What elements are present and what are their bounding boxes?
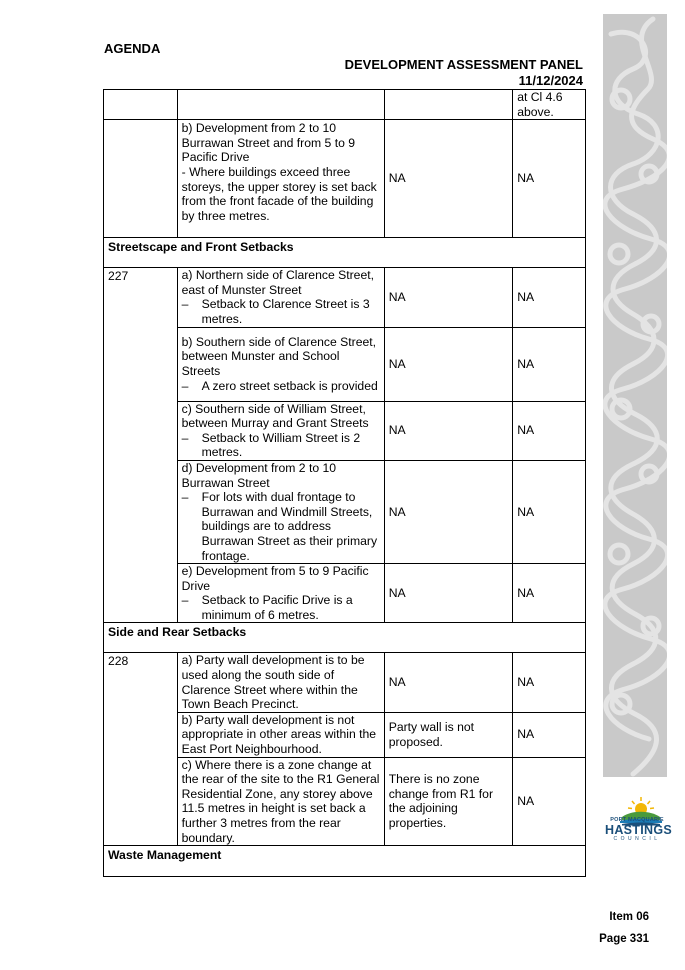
table-cell: NA xyxy=(384,564,512,623)
table-row xyxy=(104,268,586,327)
table-cell: NA xyxy=(384,268,512,327)
table-cell: NA xyxy=(384,460,512,563)
criterion-text: a) Northern side of Clarence Street, east of Munster Street xyxy=(181,268,375,297)
table-cell: NA xyxy=(513,327,586,401)
bullet-dash: – xyxy=(181,378,189,393)
table-cell: NA xyxy=(384,653,512,712)
table-cell xyxy=(177,268,384,327)
table-cell: NA xyxy=(513,401,586,460)
table-cell: NA xyxy=(513,460,586,563)
table-cell: NA xyxy=(513,268,586,327)
table-cell: NA xyxy=(513,712,586,757)
section-row xyxy=(104,238,586,268)
logo-text-top: PORT MACQUARIE xyxy=(610,817,664,823)
table-cell: NA xyxy=(513,564,586,623)
table-row xyxy=(104,120,586,238)
criterion-subtext: Setback to William Street is 2 metres. xyxy=(201,430,361,460)
table-cell: NA xyxy=(513,120,586,238)
item-number: Item 06 xyxy=(609,911,649,923)
decorative-sidebar xyxy=(603,14,667,777)
section-row xyxy=(104,846,586,877)
agenda-heading: AGENDA xyxy=(104,41,161,56)
table-cell: b) Development from 2 to 10 Burrawan Street and from 5 to 9 Pacific Drive - Where buildings exceed three storeys, the upper storey is set back from the front facade of the building by three metres. xyxy=(177,120,384,238)
table-cell: NA xyxy=(384,327,512,401)
section-heading: Side and Rear Setbacks xyxy=(104,623,586,653)
table-cell: a) Party wall development is to be used along the south side of Clarence Street where within the Town Beach Precinct. xyxy=(177,653,384,712)
table-cell xyxy=(177,327,384,401)
bullet-dash: – xyxy=(181,490,189,505)
table-row xyxy=(104,653,586,712)
criterion-subtext: For lots with dual frontage to Burrawan and Windmill Streets, buildings are to address Burrawan Street as their primary frontage. xyxy=(201,490,378,563)
table-cell xyxy=(177,564,384,623)
table-cell xyxy=(177,460,384,563)
bullet-dash: – xyxy=(181,593,189,608)
table-cell: NA xyxy=(513,757,586,846)
bullet-dash: – xyxy=(181,297,189,312)
table-cell: There is no zone change from R1 for the adjoining properties. xyxy=(384,757,512,846)
page-number: Page 331 xyxy=(599,933,649,945)
table-cell: b) Party wall development is not appropriate in other areas within the East Port Neighbourhood. xyxy=(177,712,384,757)
logo-text-bottom: COUNCIL xyxy=(613,836,661,842)
criterion-text: b) Southern side of Clarence Street, between Munster and School Streets xyxy=(181,334,377,379)
table-cell xyxy=(177,401,384,460)
logo-text-main: HASTINGS xyxy=(605,823,672,837)
table-cell: c) Where there is a zone change at the rear of the site to the R1 General Residential Zone, any storey above 11.5 metres in height is set back a further 3 metres from the rear boundary. xyxy=(177,757,384,846)
table-cell: Party wall is not proposed. xyxy=(384,712,512,757)
swirl-pattern xyxy=(603,14,667,777)
criterion-subtext: Setback to Pacific Drive is a minimum of 6 metres. xyxy=(201,593,353,622)
section-heading: Waste Management xyxy=(104,846,586,877)
panel-heading: DEVELOPMENT ASSESSMENT PANEL xyxy=(344,57,583,72)
bullet-dash: – xyxy=(181,430,189,445)
assessment-table xyxy=(103,89,586,877)
criterion-subtext: A zero street setback is provided xyxy=(201,378,378,393)
criterion-text: d) Development from 2 to 10 Burrawan Street xyxy=(181,460,337,490)
table-cell: NA xyxy=(513,653,586,712)
table-cell: NA xyxy=(384,401,512,460)
criterion-text: e) Development from 5 to 9 Pacific Drive xyxy=(181,564,369,593)
section-row xyxy=(104,623,586,653)
table-row xyxy=(104,90,586,120)
section-heading: Streetscape and Front Setbacks xyxy=(104,238,586,268)
clause-number: 228 xyxy=(104,653,178,846)
clause-number: 227 xyxy=(104,268,178,623)
criterion-text: c) Southern side of William Street, between Murray and Grant Streets xyxy=(181,401,369,431)
table-cell: NA xyxy=(384,120,512,238)
criterion-subtext: Setback to Clarence Street is 3 metres. xyxy=(201,297,370,326)
meeting-date: 11/12/2024 xyxy=(518,73,583,88)
table-cell: at Cl 4.6 above. xyxy=(513,90,586,120)
